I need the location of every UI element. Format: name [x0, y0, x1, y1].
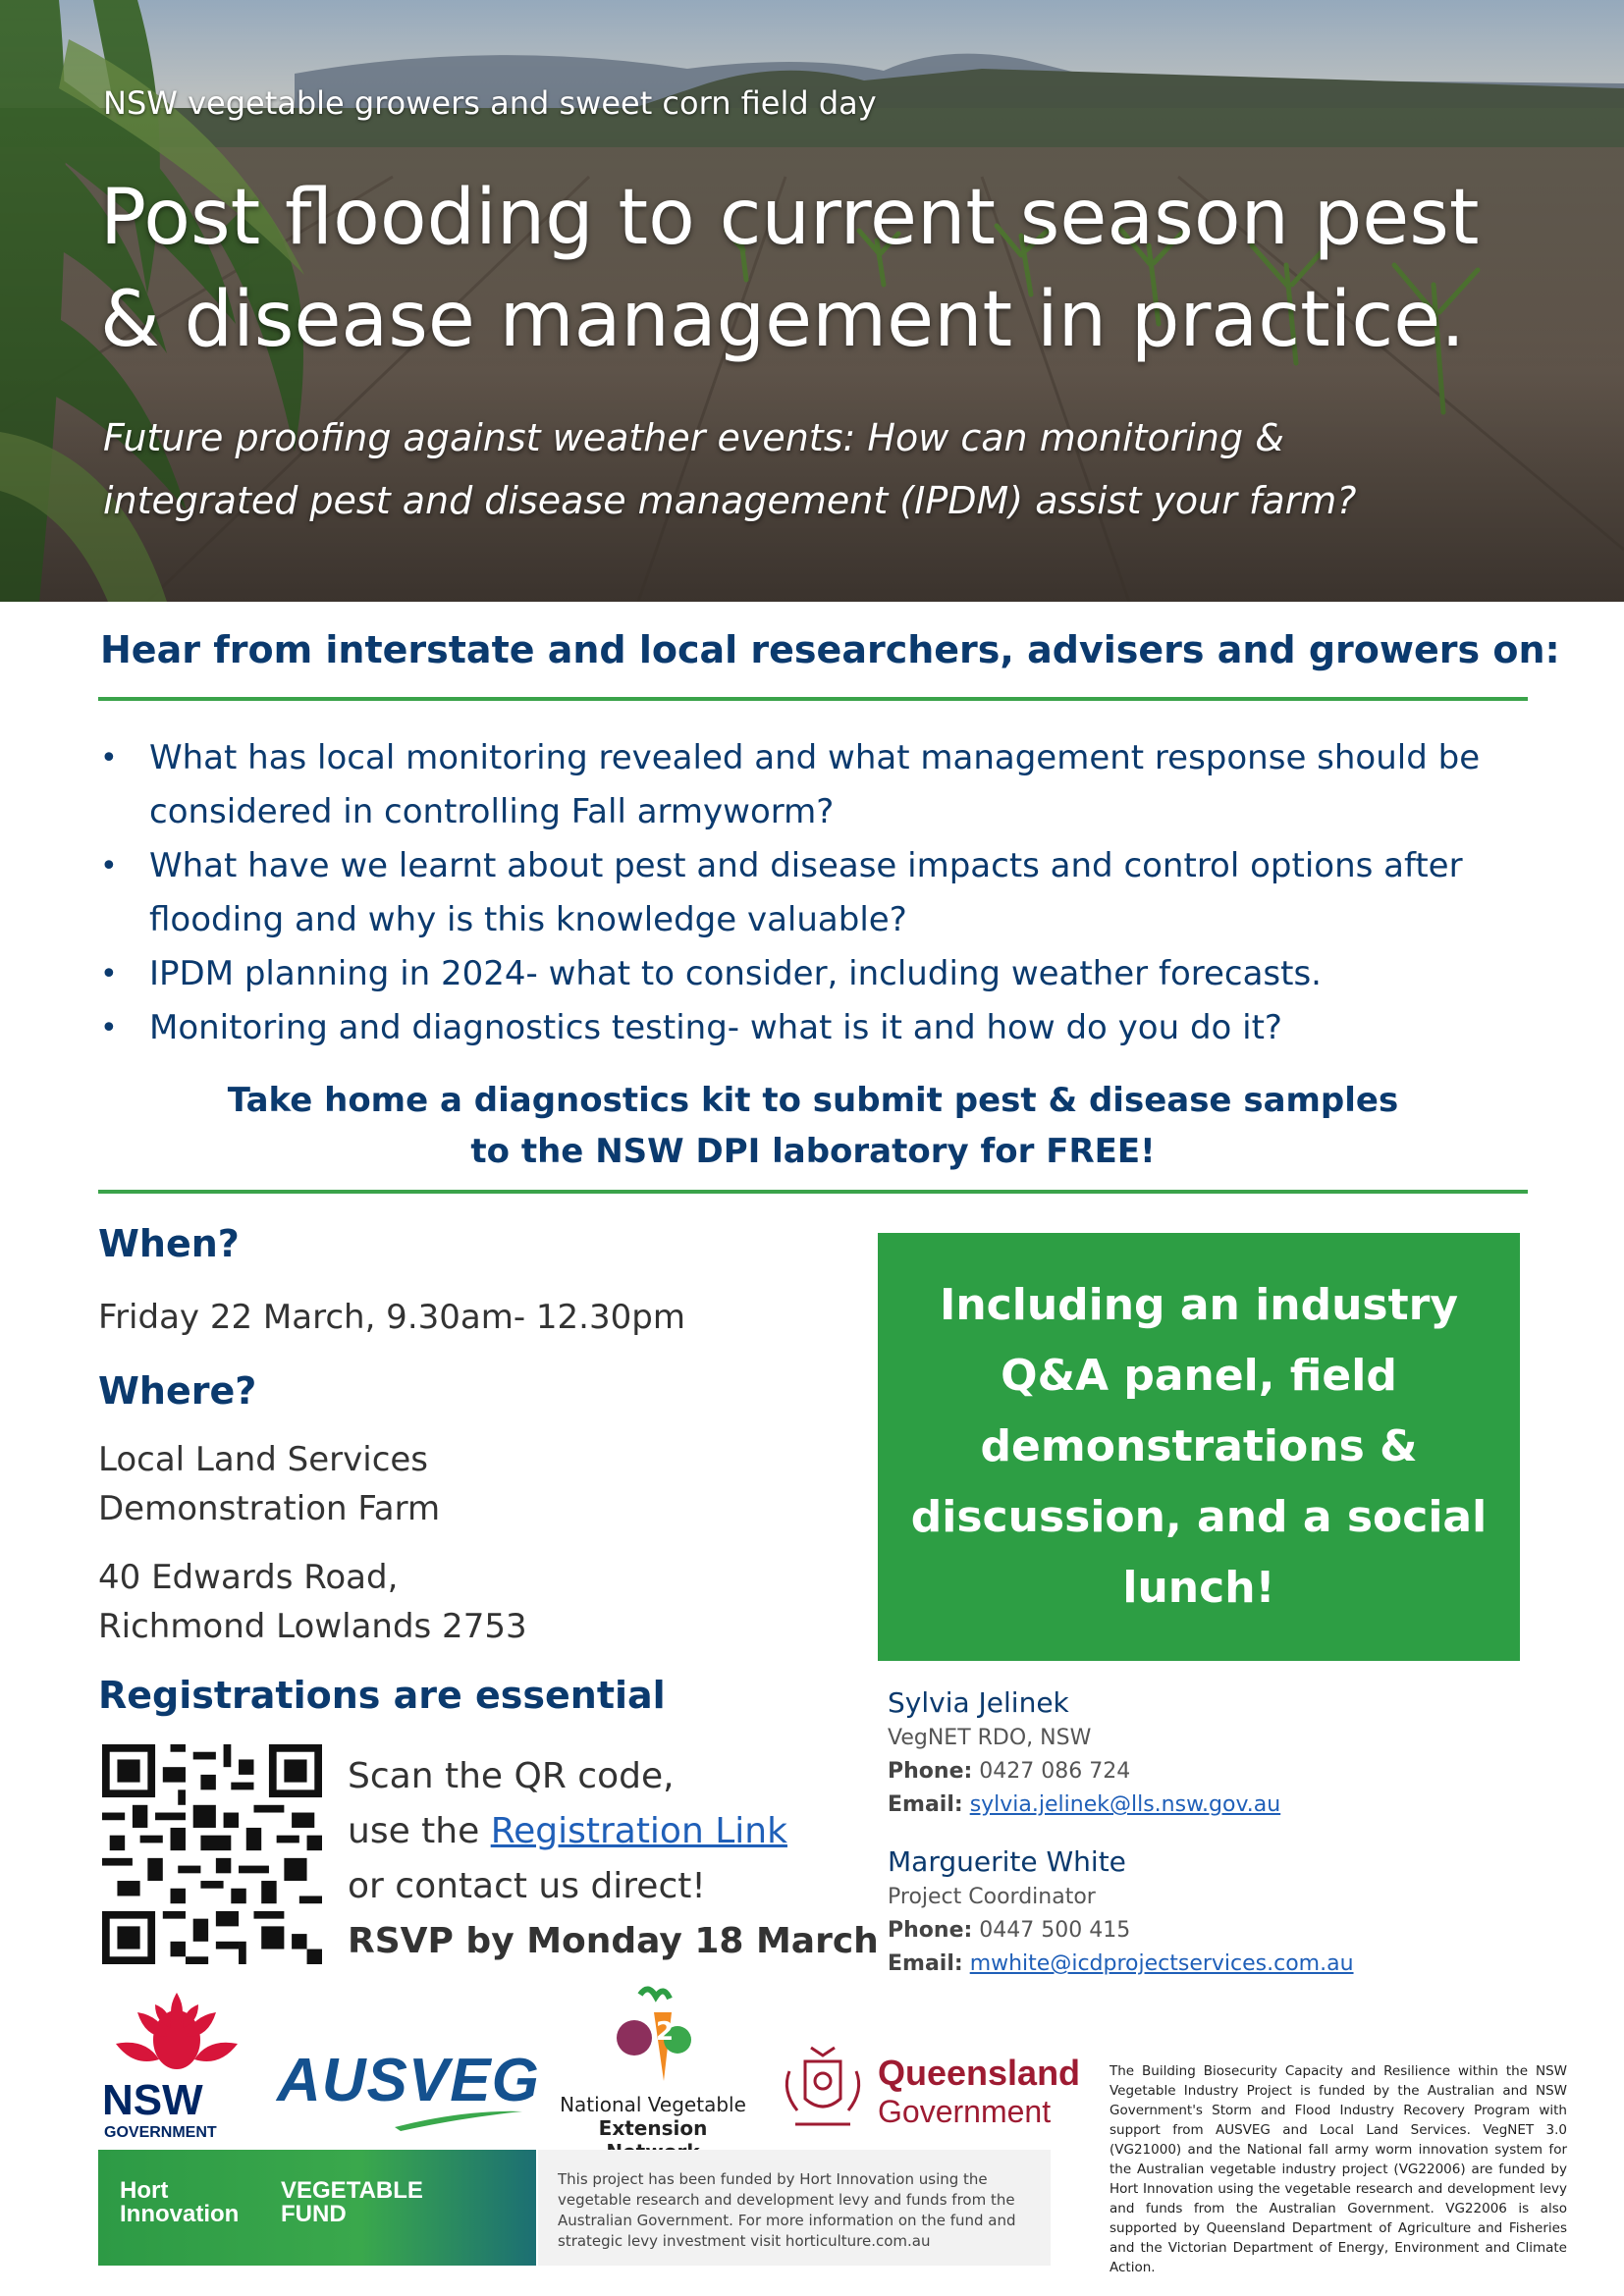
green-divider [98, 697, 1528, 701]
contact-name: Marguerite White [888, 1845, 1126, 1878]
fund-word: VEGETABLE [281, 2177, 423, 2204]
nven-logo [550, 1983, 756, 2140]
question-line: integrated pest and disease management (IPDM) assist your farm? [103, 479, 1357, 522]
event-subtitle: NSW vegetable growers and sweet corn field day [103, 84, 877, 122]
queensland-government-logo [776, 2042, 1081, 2140]
instruction-line: Scan the QR code, [348, 1756, 675, 1796]
venue-line: Local Land Services [98, 1440, 429, 1479]
hort-innovation-logo-band [98, 2150, 536, 2266]
panel-line: Including an industry [939, 1280, 1459, 1330]
email-label: Email: [888, 1792, 963, 1817]
waratah-icon [98, 1983, 255, 2081]
nven-line: National Vegetable [560, 2093, 746, 2116]
panel-callout-box [878, 1233, 1520, 1661]
ausveg-logo [277, 2047, 540, 2125]
contact-role: Project Coordinator [888, 1885, 1096, 1909]
topic-text: considered in controlling Fall armyworm? [149, 792, 835, 831]
topic-item [98, 731, 1532, 839]
panel-callout-text [904, 1270, 1493, 1624]
topic-text: flooding and why is this knowledge valuable? [149, 900, 907, 939]
hort-funding-note: This project has been funded by Hort Innovation using the vegetable research and development levy and funds from the Australian Government. For more information on the fund and strategic levy investment visit horticulture.com.au [538, 2150, 1051, 2266]
title-line: & disease management in practice. [100, 276, 1466, 364]
nsw-government-label: GOVERNMENT [104, 2124, 217, 2141]
phone-label: Phone: [888, 1759, 973, 1784]
instruction-line [348, 1804, 879, 1859]
panel-line: Q&A panel, field [1001, 1351, 1397, 1401]
registration-qr-code[interactable] [102, 1744, 322, 1964]
topic-list [98, 731, 1532, 1055]
event-question [103, 406, 1576, 532]
when-value: Friday 22 March, 9.30am- 12.30pm [98, 1298, 685, 1337]
svg-text:2: 2 [656, 2017, 675, 2047]
contact-card [888, 1843, 1354, 1981]
contact-phone [888, 1755, 1280, 1789]
project-funding-note: The Building Biosecurity Capacity and Resilience within the NSW Vegetable Industry Project is funded by the Australian and NSW Government's Storm and Flood Industry Recovery Program with support from AUSVEG and Local Land Services. VegNET 3.0 (VG21000) and the National fall army worm innovation system for the Australian vegetable industry project (VG22006) are funded by Hort Innovation using the vegetable research and development levy and funds from the Australian Government. VG22006 is also supported by Queensland Department of Agriculture and Fisheries and the Victorian Department of Energy, Environment and Climate Action. [1110, 2063, 1567, 2275]
address-line: 40 Edwards Road, [98, 1558, 399, 1597]
contact-email [888, 1948, 1354, 1981]
vegetable-fund-wordmark [281, 2179, 423, 2226]
phone-label: Phone: [888, 1918, 973, 1943]
queensland-crest-icon [776, 2042, 870, 2136]
question-line: Future proofing against weather events: How can monitoring & [103, 416, 1284, 459]
rsvp-deadline: RSVP by Monday 18 March [348, 1921, 879, 1961]
registration-instructions [348, 1749, 879, 1969]
phone-value: 0447 500 415 [979, 1918, 1131, 1943]
kit-line: Take home a diagnostics kit to submit pest & disease samples [227, 1081, 1399, 1120]
topic-item [98, 839, 1532, 947]
email-label: Email: [888, 1951, 963, 1976]
when-heading: When? [98, 1222, 240, 1265]
kit-line: to the NSW DPI laboratory for FREE! [470, 1132, 1156, 1171]
event-title [100, 167, 1573, 371]
contact-card [888, 1684, 1280, 1822]
nsw-wordmark: NSW [102, 2076, 203, 2124]
where-heading: Where? [98, 1369, 257, 1413]
green-divider [98, 1190, 1528, 1194]
title-line: Post flooding to current season pest [100, 174, 1480, 262]
ausveg-wordmark: AUSVEG [277, 2047, 540, 2114]
ausveg-swoosh-icon [395, 2108, 522, 2131]
topic-text: • Monitoring and diagnostics testing- what is it and how do you do it? [149, 1008, 1282, 1047]
address-line: Richmond Lowlands 2753 [98, 1607, 527, 1646]
diagnostics-kit-callout [98, 1075, 1528, 1177]
email-link[interactable]: sylvia.jelinek@lls.nsw.gov.au [969, 1792, 1281, 1817]
topic-text: • What has local monitoring revealed and what management response should be [149, 738, 1481, 777]
hear-heading: Hear from interstate and local researchers, advisers and growers on: [100, 628, 1560, 671]
hort-word: Hort [120, 2177, 169, 2204]
panel-line: lunch! [1122, 1563, 1275, 1613]
government-wordmark: Government [878, 2094, 1052, 2129]
registration-link[interactable]: Registration Link [490, 1811, 787, 1851]
fund-word: FUND [281, 2201, 347, 2227]
registration-heading: Registrations are essential [98, 1674, 666, 1717]
nven-line: Extension [598, 2116, 708, 2140]
contact-role: VegNET RDO, NSW [888, 1726, 1092, 1750]
panel-line: demonstrations & [980, 1421, 1418, 1471]
topic-item [98, 1001, 1532, 1055]
hero-banner [0, 0, 1624, 602]
panel-line: discussion, and a social [910, 1492, 1488, 1542]
topic-item [98, 947, 1532, 1001]
contact-email [888, 1789, 1280, 1822]
instruction-line: or contact us direct! [348, 1866, 706, 1906]
venue-address [98, 1553, 527, 1651]
venue-line: Demonstration Farm [98, 1489, 441, 1528]
topic-text: • What have we learnt about pest and disease impacts and control options after [149, 846, 1463, 885]
nsw-government-logo [98, 1983, 255, 2145]
contact-name: Sylvia Jelinek [888, 1686, 1069, 1719]
vegetable-figure-icon [611, 1983, 699, 2091]
hort-innovation-wordmark [120, 2179, 239, 2226]
contact-phone [888, 1914, 1354, 1948]
queensland-wordmark: Queensland [878, 2053, 1081, 2093]
instruction-prefix: use the [348, 1811, 491, 1851]
phone-value: 0427 086 724 [979, 1759, 1131, 1784]
topic-text: • IPDM planning in 2024- what to consider, including weather forecasts. [149, 954, 1322, 993]
venue-name [98, 1435, 440, 1533]
email-link[interactable]: mwhite@icdprojectservices.com.au [969, 1951, 1354, 1976]
hort-word: Innovation [120, 2201, 240, 2227]
